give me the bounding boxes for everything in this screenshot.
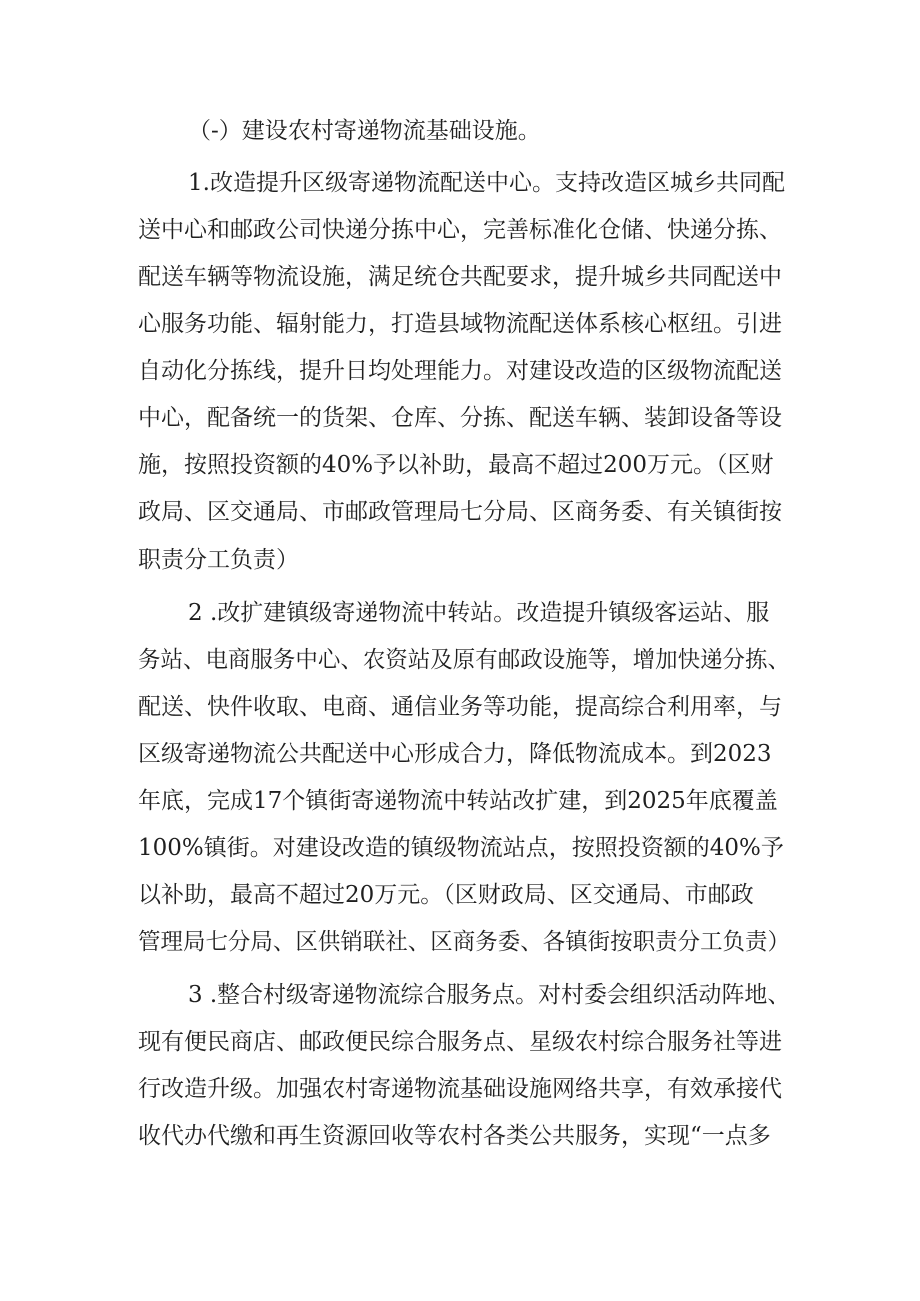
paragraph-line: 3 .整合村级寄递物流综合服务点。对村委会组织活动阵地、 [188,982,791,1008]
paragraph-line: 以补助，最高不超过20万元。（区财政局、区交通局、市邮政 [138,882,754,908]
section-heading: （-）建设农村寄递物流基础设施。 [188,118,541,144]
paragraph-line: 务站、电商服务中心、农资站及原有邮政设施等，增加快递分拣、 [138,647,790,673]
paragraph-line: 收代办代缴和再生资源回收等农村各类公共服务，实现“一点多 [138,1123,771,1149]
paragraph-line: 中心，配备统一的货架、仓库、分拣、配送车辆、装卸设备等设 [138,405,782,431]
paragraph-line: 心服务功能、辐射能力，打造县域物流配送体系核心枢纽。引进 [138,311,782,337]
paragraph-line: 行改造升级。加强农村寄递物流基础设施网络共享，有效承接代 [138,1076,782,1102]
paragraph-line: 政局、区交通局、市邮政管理局七分局、区商务委、有关镇街按 [138,499,782,525]
paragraph-line: 职责分工负责） [138,547,299,573]
paragraph-line: 自动化分拣线，提升日均处理能力。对建设改造的区级物流配送 [138,358,782,384]
paragraph-line: 100%镇街。对建设改造的镇级物流站点，按照投资额的40%予 [138,835,784,861]
paragraph-line: 年底，完成17个镇街寄递物流中转站改扩建，到2025年底覆盖 [138,788,778,814]
paragraph-line: 1.改造提升区级寄递物流配送中心。支持改造区城乡共同配 [188,170,785,196]
paragraph-line: 管理局七分局、区供销联社、区商务委、各镇街按职责分工负责） [138,929,790,955]
paragraph-line: 现有便民商店、邮政便民综合服务点、星级农村综合服务社等进 [138,1029,782,1055]
paragraph-line: 区级寄递物流公共配送中心形成合力，降低物流成本。到2023 [138,741,772,767]
paragraph-line: 送中心和邮政公司快递分拣中心，完善标准化仓储、快递分拣、 [138,217,782,243]
paragraph-line: 2 .改扩建镇级寄递物流中转站。改造提升镇级客运站、服 [188,600,770,626]
paragraph-line: 配送车辆等物流设施，满足统仓共配要求，提升城乡共同配送中 [138,264,782,290]
paragraph-line: 施，按照投资额的40%予以补助，最高不超过200万元。（区财 [138,452,774,478]
paragraph-line: 配送、快件收取、电商、通信业务等功能，提高综合利用率，与 [138,694,782,720]
